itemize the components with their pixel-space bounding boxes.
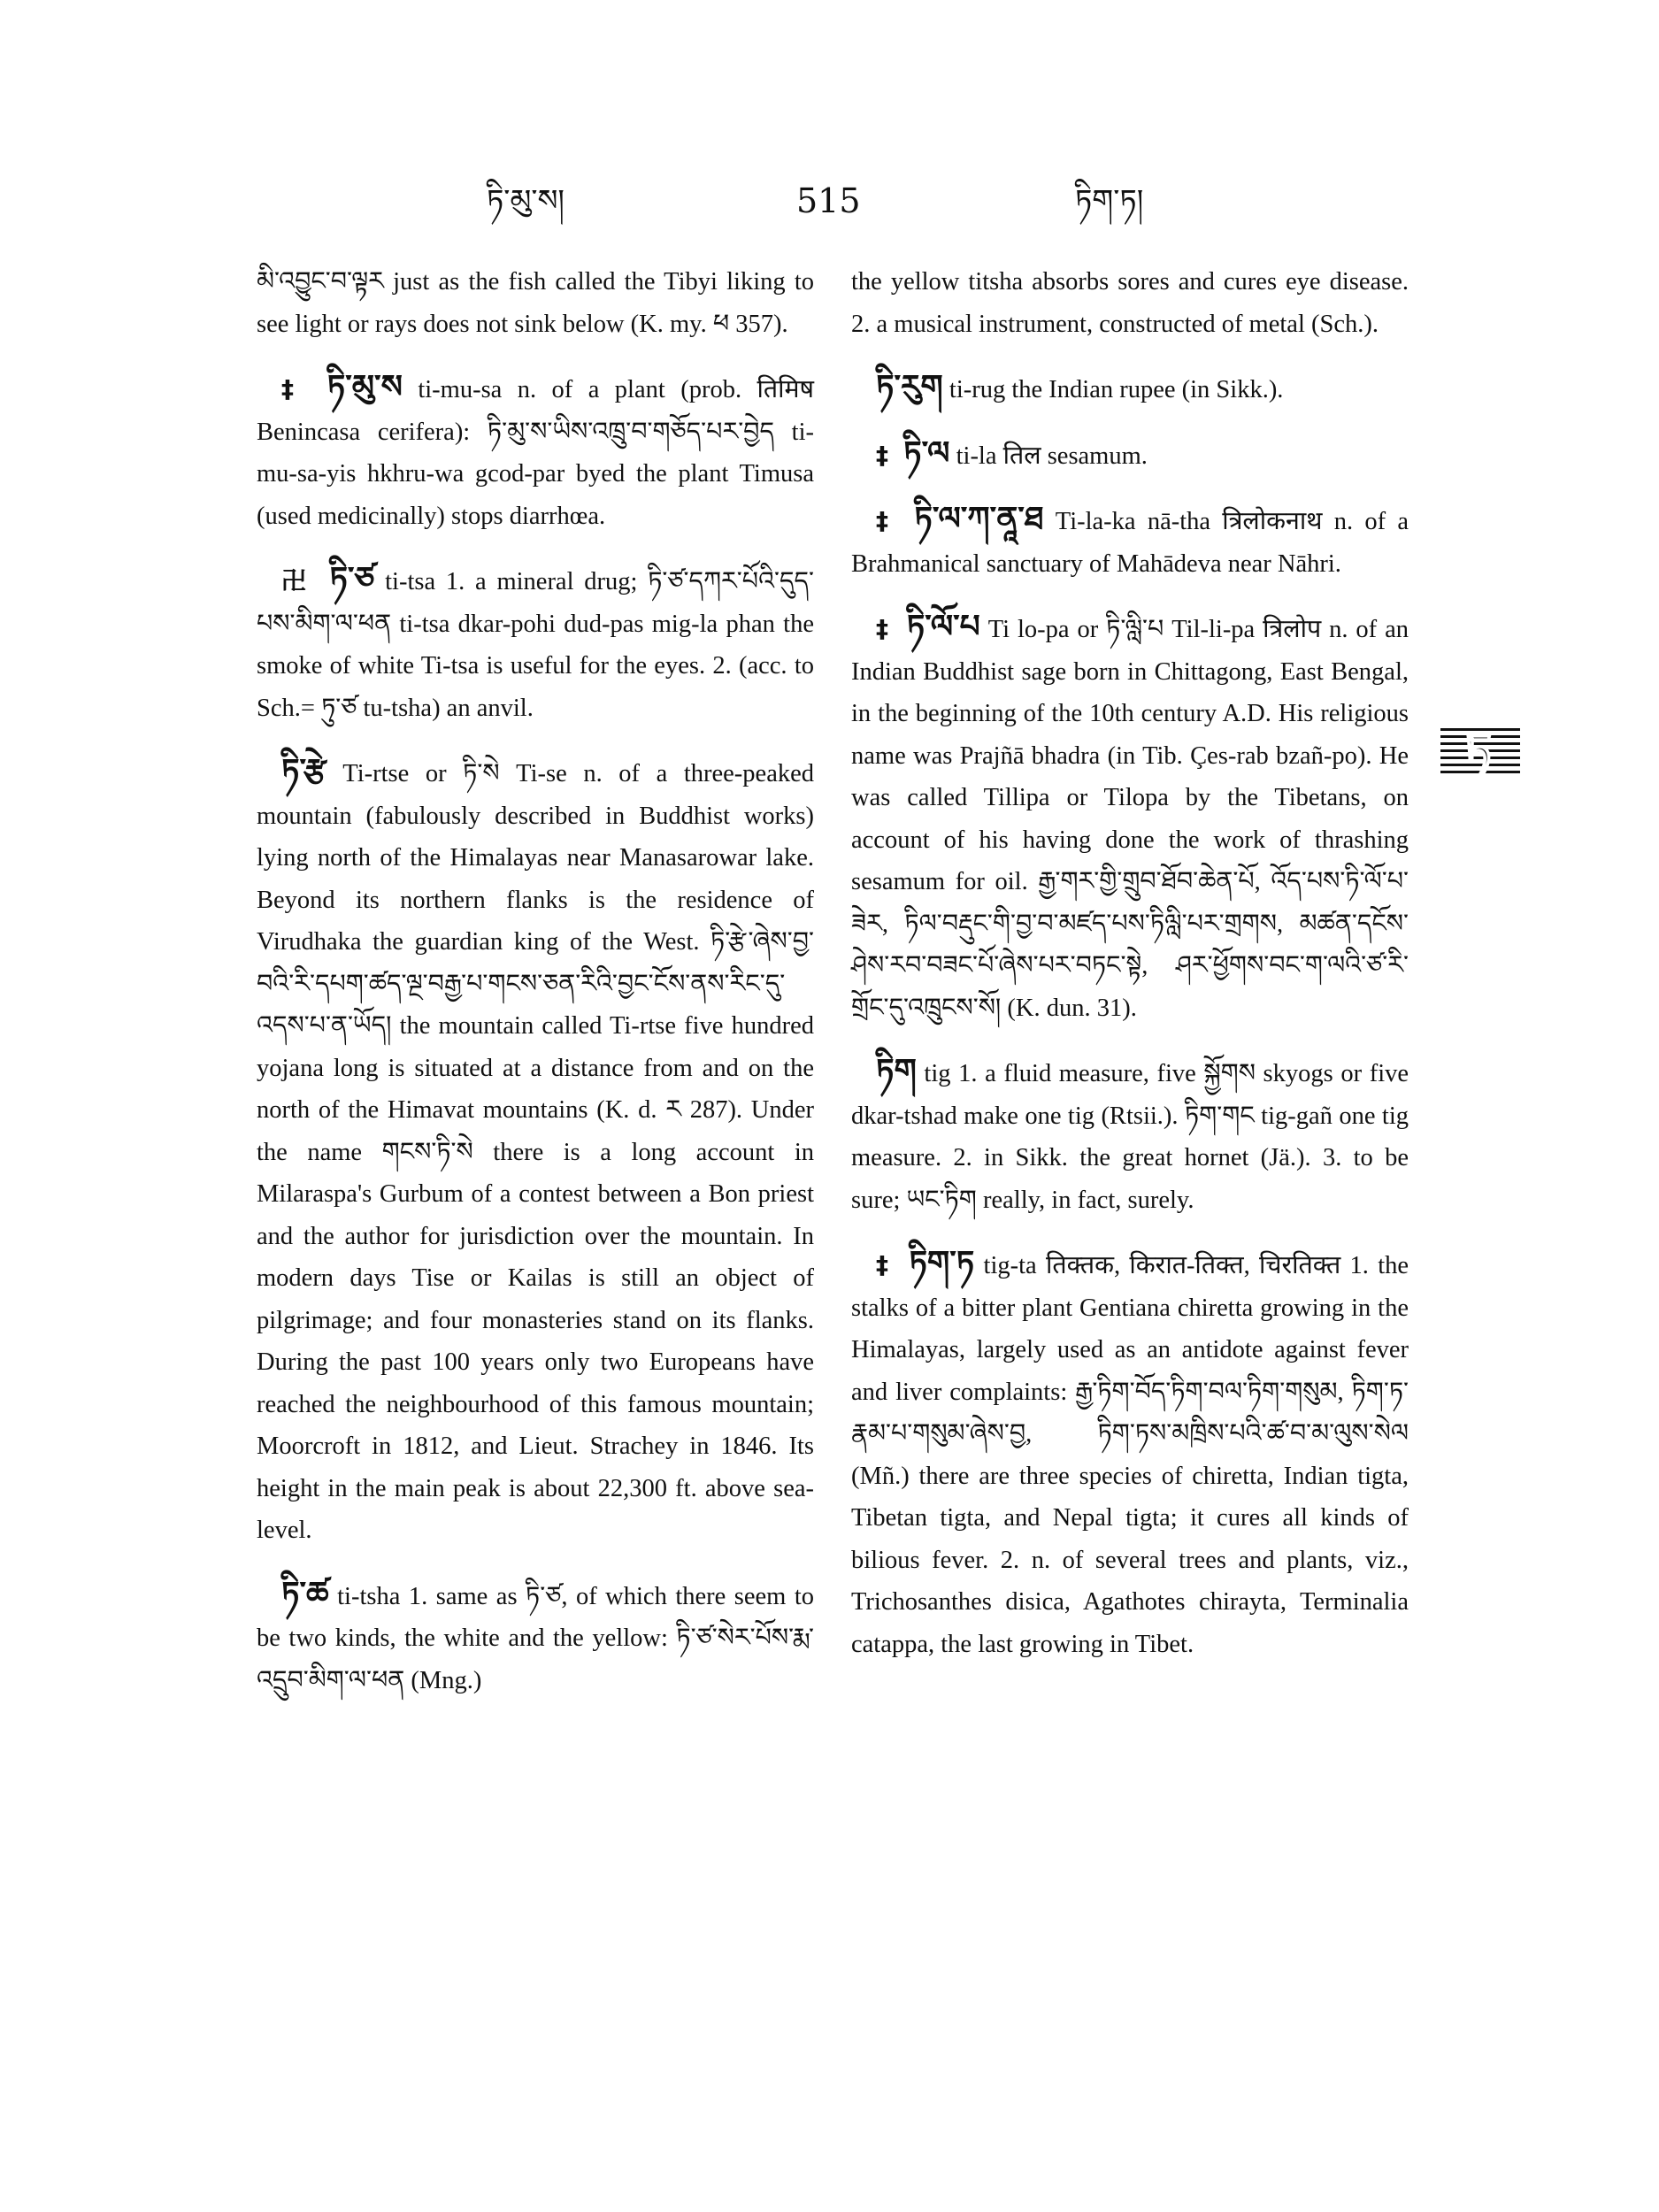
entry-headword: ཏིག <box>876 1052 917 1089</box>
right-column <box>851 261 1409 1686</box>
swastika-mark: 卍 <box>281 566 311 595</box>
dictionary-entry <box>851 498 1409 585</box>
dagger-mark: ‡ <box>876 440 888 470</box>
dictionary-entry <box>257 1573 814 1702</box>
entry-headword: ཏི་ཙ <box>329 560 375 597</box>
header-right-catchword: ཏིག་ཏ། <box>1075 183 1144 219</box>
dictionary-entry <box>257 261 814 345</box>
dictionary-entry <box>257 366 814 537</box>
entry-text: མི་འབྱུང་བ་ལྟར just as the fish called the Tibyi liking to see light or rays does not sink below (K. my. ཕ 357). <box>257 268 814 338</box>
entry-headword: ཏི་ཚ <box>281 1574 329 1612</box>
dagger-mark: ‡ <box>876 614 890 643</box>
page-number: 515 <box>796 181 861 220</box>
entry-headword: ཏི་ལོ་པ <box>906 608 980 645</box>
dagger-mark: ‡ <box>876 506 895 535</box>
dictionary-entry <box>851 1242 1409 1665</box>
entry-text: ti-tsa 1. a mineral drug; ཏི་ཙ་དཀར་པོའི་དུད་པས་མིག་ལ་ཕན ti-tsa dkar-pohi dud-pas mig-la phan the smoke of white Ti-tsa is useful for the eyes. 2. (acc. to Sch.= ཏུ་ཙ tu-tsha) an anvil. <box>257 568 814 722</box>
dictionary-entry <box>257 750 814 1552</box>
entry-headword: ཏི་རྩེ <box>281 752 326 789</box>
entry-text: the yellow titsha absorbs sores and cures eye disease. 2. a musical instrument, constructed of metal (Sch.). <box>851 268 1409 338</box>
dictionary-entry <box>851 1050 1409 1221</box>
dictionary-entry <box>851 433 1409 478</box>
dictionary-entry <box>257 558 814 729</box>
entry-text: tig-ta तिक्तक, किरात-तिक्त, चिरतिक्त 1. the stalks of a bitter plant Gentiana chiretta growing in the Himalayas, largely used as an antidote against fever and liver complaints: རྒྱ་ཏིག་བོད་ཏིག་བལ་ཏིག་གསུམ, ཏིག་ཏ་རྣམ་པ་གསུམ་ཞེས་བྱ, ཏིག་ཏས་མཁྲིས་པའི་ཚ་བ་མ་ལུས་སེལ (Mñ.) there are three species of chiretta, Indian tigta, Tibetan tigta, and Nepal tigta; it cures all kinds of bilious fever. 2. n. of several trees and plants, viz., Trichosanthes disica, Agathotes chirayta, Terminalia catappa, the last growing in Tibet. <box>851 1252 1409 1658</box>
entry-text: ti-mu-sa n. of a plant (prob. तिमिष Benincasa cerifera): ཏི་མུ་ས་ཡིས་འཁྲུ་བ་གཅོད་པར་བྱེད ti-mu-sa-yis hkhru-wa gcod-par byed the plant Timusa (used medicinally) stops diarrhœa. <box>257 376 815 530</box>
header-left-catchword: ཏི་མུ་ས། <box>487 183 565 219</box>
dictionary-entry <box>851 606 1409 1029</box>
dictionary-entry <box>851 261 1409 345</box>
entry-headword: ཏིག་ཏ <box>909 1244 975 1281</box>
entry-text: Ti-rtse or ཏི་སེ Ti-se n. of a three-peaked mountain (fabulously described in Buddhist works) lying north of the Himalayas near Manasarowar lake. Beyond its northern flanks is the residence of Virudhaka the guardian king of the West. ཏི་རྩེ་ཞེས་བྱ་བའི་རི་དཔག་ཚད་ལྔ་བརྒྱ་པ་གངས་ཅན་རིའི་བྱང་ངོས་ནས་རིང་དུ་འདས་པ་ན་ཡོད། the mountain called Ti-rtse five hundred yojana long is situated at a distance from and on the north of the Himavat mountains (K. d. ར 287). Under the name གངས་ཏི་སེ there is a long account in Milaraspa's Gurbum of a contest between a Bon priest and the author for jurisdiction over the mountain. In modern days Tise or Kailas is still an object of pilgrimage; and four monasteries stand on its flanks. During the past 100 years only two Europeans have reached the neighbourhood of this famous mountain; Moorcroft in 1812, and Lieut. Strachey in 1846. Its height in the main peak is about 22,300 ft. above sea-level. <box>257 760 814 1544</box>
entry-text: Ti lo-pa or ཏི་ལླི་པ Til-li-pa त्रिलोप n. of an Indian Buddhist sage born in Chittagong, East Bengal, in the beginning of the 10th century A.D. His religious name was Prajñā bhadra (in Tib. Çes-rab bzañ-po). He was called Tillipa or Tilopa by the Tibetans, on account of his having done the work of thrashing sesamum for oil. རྒྱ་གར་གྱི་གྲུབ་ཐོབ་ཆེན་པོ, འོད་པས་ཏི་ལོ་པ་ཟེར, ཏིལ་བརྡུང་གི་བྱ་བ་མཛད་པས་ཏིལླི་པར་གྲགས, མཚན་དངོས་ཤེས་རབ་བཟང་པོ་ཞེས་པར་བཏང་སྟེ, ཤར་ཕྱོགས་བང་ག་ལའི་ཙ་རི་གྲོང་དུ་འཁྲུངས་སོ། (K. dun. 31). <box>851 616 1409 1022</box>
entry-headword: ཏི་ལ <box>903 434 950 472</box>
entry-headword: ཏི་རུག <box>876 368 943 405</box>
entry-text: tig 1. a fluid measure, five སྐྱོགས skyogs or five dkar-tshad make one tig (Rtsii.). ཏིག་གང tig-gañ one tig measure. 2. in Sikk. the great hornet (Jä.). 3. to be sure; ཡང་ཏིག really, in fact, surely. <box>851 1060 1409 1214</box>
dagger-mark: ‡ <box>281 374 303 403</box>
entry-text: Ti-la-ka nā-tha त्रिलोकनाथ n. of a Brahmanical sanctuary of Mahādeva near Nāhri. <box>851 508 1409 578</box>
left-column <box>257 261 814 1723</box>
entry-headword: ཏི་མུ་ས <box>326 368 403 405</box>
thumb-index-tab <box>1440 721 1520 783</box>
entry-text: ti-tsha 1. same as ཏི་ཙ, of which there seem to be two kinds, the white and the yellow: ཏི་ཙ་སེར་པོས་རྨ་འདྲུབ་མིག་ལ་ཕན (Mng.) <box>257 1582 814 1694</box>
dictionary-entry <box>851 366 1409 411</box>
entry-text: ti-la तिल sesamum. <box>956 442 1148 470</box>
dagger-mark: ‡ <box>876 1250 892 1279</box>
thumb-tab-letter: ཏ <box>1465 726 1492 779</box>
entry-headword: ཏི་ལ་ཀ་ནཱ་ཐ <box>914 500 1044 537</box>
entry-text: ti-rug the Indian rupee (in Sikk.). <box>949 376 1284 403</box>
